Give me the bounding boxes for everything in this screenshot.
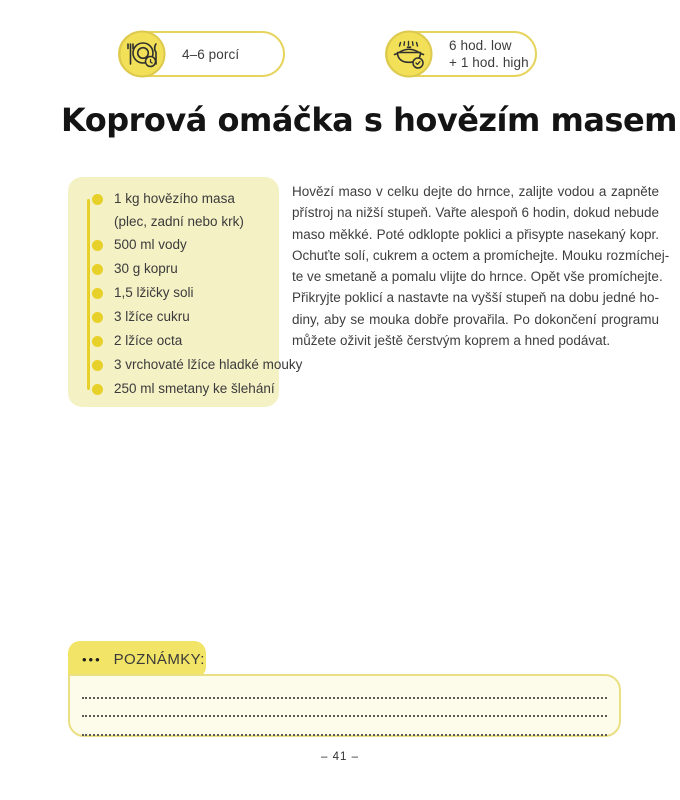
ingredient-item: [82, 233, 265, 257]
ingredient-item: [82, 187, 265, 233]
ingredient-text: 500 ml vody: [114, 237, 187, 252]
bullet-dot-icon: [92, 194, 103, 205]
ingredient-text: 1 kg hovězího masa: [114, 191, 235, 206]
servings-badge: [118, 31, 285, 77]
ingredient-item: [82, 305, 265, 329]
plate-cutlery-icon: [118, 30, 166, 78]
bullet-dot-icon: [92, 360, 103, 371]
bullet-dot-icon: [92, 288, 103, 299]
recipe-title: Koprová omáčka s hovězím masem: [61, 101, 678, 139]
servings-label: 4–6 porcí: [182, 46, 240, 62]
ingredients-panel: [68, 177, 303, 407]
ingredient-item: [82, 353, 303, 377]
ingredient-item: [82, 257, 265, 281]
notes-writing-line: [82, 717, 607, 736]
instruction-line: můžete oživit ještě čerstvým koprem a hned podávat.: [292, 333, 611, 349]
ingredient-text: 3 lžíce cukru: [114, 309, 190, 324]
instruction-line: Hovězí maso v celku dejte do hrnce, zalijte vodou a zapněte: [292, 184, 659, 199]
instruction-line: Ochuťte solí, cukrem a octem a promíchejte. Mouku rozmíchej-: [292, 247, 670, 263]
ingredient-item: [82, 329, 265, 353]
notes-box: [68, 674, 621, 737]
bullet-dot-icon: [92, 384, 103, 395]
instruction-line: přístroj na nižší stupeň. Vařte alespoň 6 hodin, dokud nebude: [292, 205, 659, 221]
cook-time-line2: + 1 hod. high: [449, 55, 529, 70]
bullet-dot-icon: [92, 336, 103, 347]
bullet-dot-icon: [92, 240, 103, 251]
ingredient-item: [82, 281, 265, 305]
instructions-paragraph: [292, 181, 670, 351]
instruction-line: diny, aby se mouka dobře provařila. Po dokončení programu: [292, 311, 659, 327]
ellipsis-icon: •••: [82, 651, 102, 667]
notes-label: POZNÁMKY:: [113, 650, 205, 668]
instruction-line: maso měkké. Poté odklopte poklici a přisypte nasekaný kopr.: [292, 226, 659, 242]
cook-time-badge: [385, 31, 537, 77]
ingredient-text: 30 g kopru: [114, 261, 178, 276]
ingredient-item: [82, 377, 275, 401]
notes-tab: [68, 641, 206, 677]
cook-time-line1: 6 hod. low: [449, 38, 512, 53]
instruction-line: Přikryjte poklicí a nastavte na vyšší stupeň na dobu jedné ho-: [292, 290, 659, 306]
instruction-line: te ve smetaně a pomalu vlijte do hrnce. Opět vše promíchejte.: [292, 269, 663, 285]
notes-writing-line: [82, 699, 607, 718]
ingredient-text: 250 ml smetany ke šlehání: [114, 381, 275, 396]
ingredient-text: 2 lžíce octa: [114, 333, 183, 348]
page-number: – 41 –: [321, 751, 359, 763]
ingredient-text: 3 vrchovaté lžíce hladké mouky: [114, 357, 303, 372]
bullet-dot-icon: [92, 312, 103, 323]
notes-writing-line: [82, 680, 607, 699]
slow-cooker-icon: [385, 30, 433, 78]
ingredient-note: (plec, zadní nebo krk): [114, 214, 244, 229]
ingredient-text: 1,5 lžičky soli: [114, 285, 194, 300]
bullet-dot-icon: [92, 264, 103, 275]
